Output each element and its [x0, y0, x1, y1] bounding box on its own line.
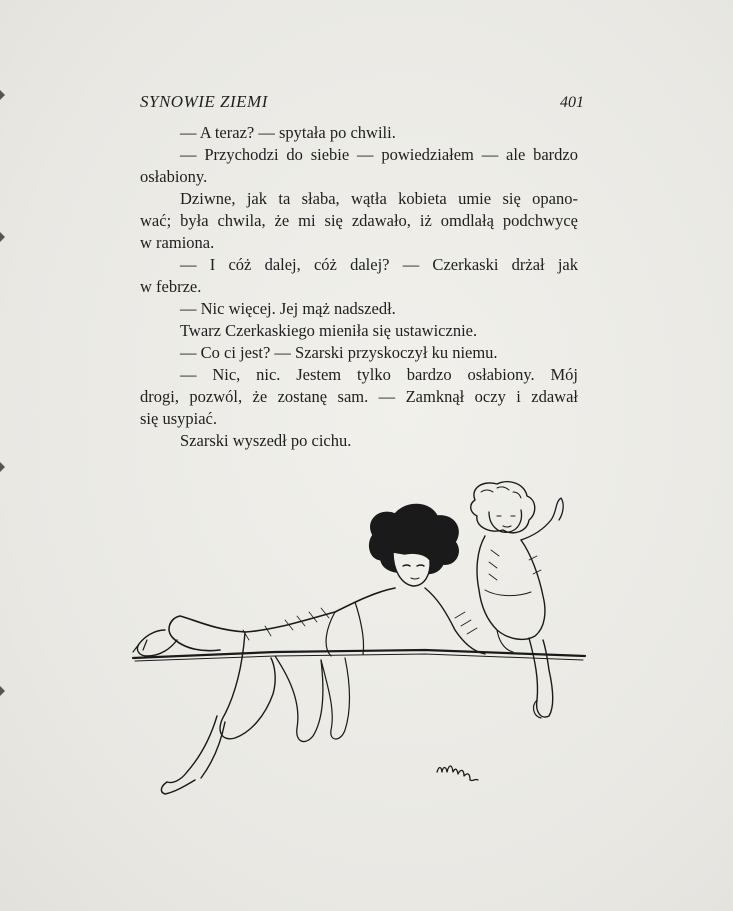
- text-line: się usypiać.: [140, 409, 217, 428]
- artist-signature: [437, 766, 478, 781]
- body-text: [140, 122, 578, 452]
- text-line: Szarski wyszedł po cichu.: [180, 431, 352, 450]
- text-line: w ramiona.: [140, 233, 215, 252]
- child-hair: [471, 482, 535, 533]
- text-line: — Przychodzi do siebie — powiedziałem — ale bardzo: [180, 145, 578, 164]
- margin-tab-mark: [0, 90, 5, 100]
- woman-face: [393, 552, 430, 586]
- woman-dress: [169, 588, 395, 651]
- running-title: SYNOWIE ZIEMI: [140, 92, 268, 111]
- text-line: wać; była chwila, że mi się zdawało, iż omdlałą podchwycę: [140, 211, 578, 230]
- text-line: Dziwne, jak ta słaba, wątła kobieta umie się opano-: [180, 189, 578, 208]
- text-line: — A teraz? — spytała po chwili.: [180, 123, 396, 142]
- text-line: — Nic, nic. Jestem tylko bardzo osłabiony. Mój: [180, 365, 578, 384]
- text-line: w febrze.: [140, 277, 202, 296]
- ledge: [133, 650, 585, 658]
- child-leg: [529, 638, 553, 717]
- text-line: osłabiony.: [140, 167, 208, 186]
- illustration: [125, 480, 595, 800]
- text-line: — Co ci jest? — Szarski przyskoczył ku niemu.: [180, 343, 498, 362]
- margin-tab-mark: [0, 232, 5, 242]
- text-line: — I cóż dalej, cóż dalej? — Czerkaski drżał jak: [180, 255, 578, 274]
- text-line: — Nic więcej. Jej mąż nadszedł.: [180, 299, 396, 318]
- woman-leg: [167, 716, 225, 783]
- margin-tab-mark: [0, 686, 5, 696]
- text-line: drogi, pozwól, że zostanę sam. — Zamknął oczy i zdawał: [140, 387, 578, 406]
- margin-tab-mark: [0, 462, 5, 472]
- child-body: [477, 536, 545, 639]
- text-line: Twarz Czerkaskiego mieniła się ustawicznie.: [180, 321, 478, 340]
- child-face: [489, 510, 522, 532]
- page-number: 401: [560, 94, 584, 111]
